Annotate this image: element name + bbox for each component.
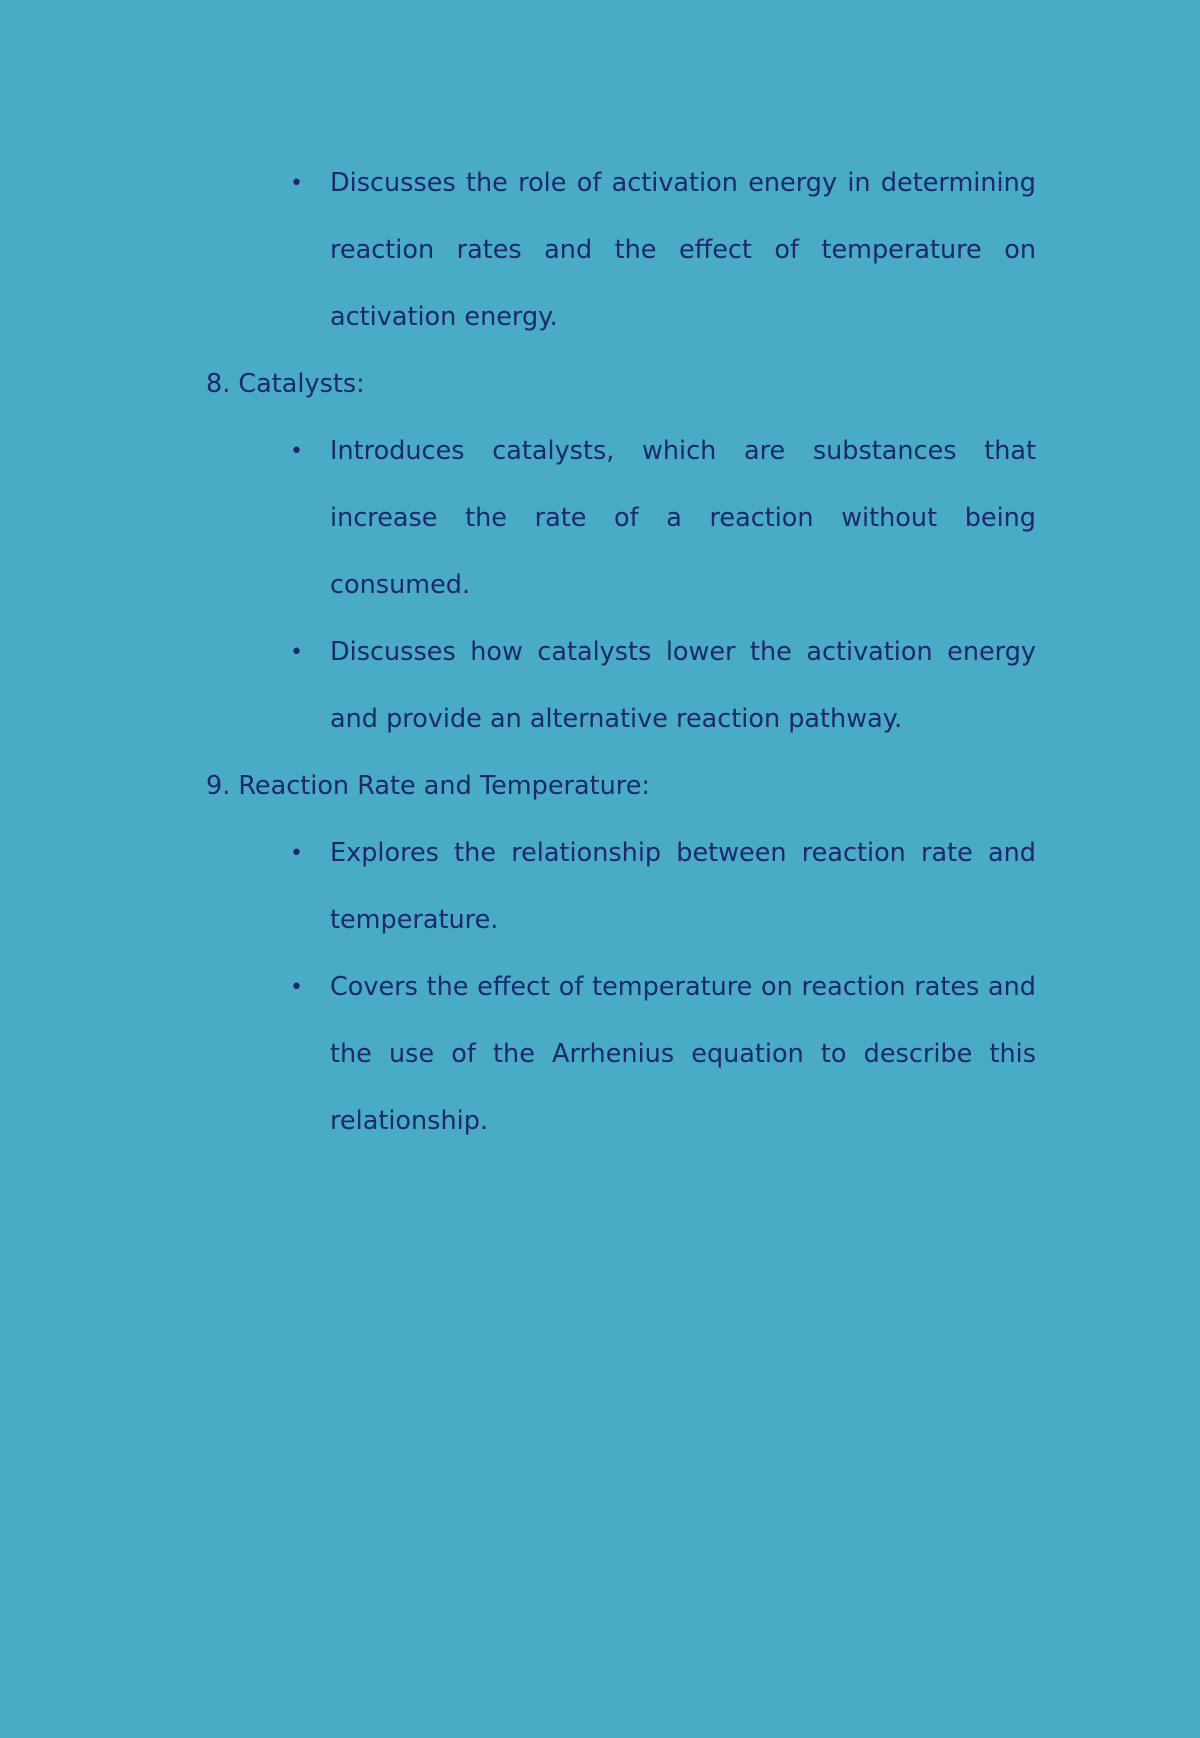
bullet-text: Discusses how catalysts lower the activation energy and provide an alternative reaction pathway.: [330, 637, 1036, 734]
bullet-text: Explores the relationship between reaction rate and temperature.: [330, 838, 1036, 935]
bullet-icon: •: [290, 171, 303, 196]
section-heading-rate-temperature: [206, 753, 1036, 820]
section-number: 8.: [206, 369, 231, 399]
bullet-list-rate-temperature: [206, 820, 1036, 1155]
bullet-icon: •: [290, 439, 303, 464]
list-item: [290, 418, 1036, 619]
bullet-text: Introduces catalysts, which are substances that increase the rate of a reaction without being consumed.: [330, 436, 1036, 600]
bullet-list-catalysts: [206, 418, 1036, 753]
list-item: [290, 150, 1036, 351]
document-body: [206, 150, 1036, 1155]
list-item: [290, 954, 1036, 1155]
bullet-icon: •: [290, 975, 303, 1000]
list-item: [290, 619, 1036, 753]
bullet-text: Discusses the role of activation energy in determining reaction rates and the effect of temperature on activation energy.: [330, 168, 1036, 332]
bullet-icon: •: [290, 841, 303, 866]
section-title: Reaction Rate and Temperature:: [238, 771, 650, 801]
section-heading-catalysts: [206, 351, 1036, 418]
section-number: 9.: [206, 771, 231, 801]
list-item: [290, 820, 1036, 954]
section-title: Catalysts:: [238, 369, 365, 399]
bullet-text: Covers the effect of temperature on reaction rates and the use of the Arrhenius equation to describe this relationship.: [330, 972, 1036, 1136]
bullet-list-activation-energy: [206, 150, 1036, 351]
bullet-icon: •: [290, 640, 303, 665]
